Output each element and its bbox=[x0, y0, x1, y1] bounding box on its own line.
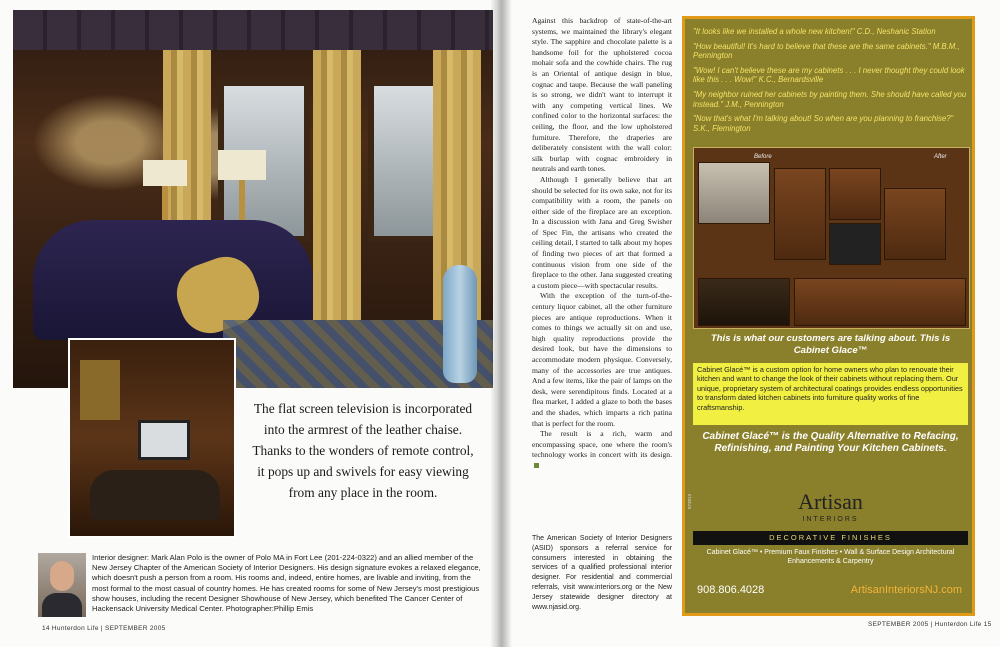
phone-number: 908.806.4028 bbox=[697, 584, 765, 596]
asid-note: The American Society of Interior Designers (ASID) sponsors a referral service for consumers interested in obtaining the services of a qualified professional interior designer. For residential and commercial referrals, visit www.interiors.org or the New Jersey statewide designer directory at www.njasid.org. bbox=[532, 535, 672, 611]
ad-headline: This is what our customers are talking about. This is Cabinet Glace™ bbox=[710, 333, 951, 356]
lower-cabinets bbox=[794, 278, 966, 326]
cabinet bbox=[829, 168, 881, 220]
lamp-shade bbox=[218, 150, 266, 180]
testimonial: "Now that's what I'm talking about! So when are you planning to franchise?" S.K., Flemington bbox=[693, 114, 954, 133]
lamp-shade bbox=[143, 160, 187, 186]
cabinet bbox=[884, 188, 946, 260]
artisan-logo-sub: INTERIORS bbox=[802, 516, 859, 523]
artisan-logo: Artisan bbox=[798, 489, 863, 514]
designer-credit bbox=[38, 553, 486, 617]
ad-code: 073813 bbox=[687, 493, 692, 509]
before-label: Before bbox=[754, 154, 772, 160]
artisan-advertisement bbox=[682, 16, 975, 616]
decorative-finishes-band: DECORATIVE FINISHES bbox=[693, 531, 968, 545]
paragraph: Although I generally believe that art should be selected for its own sake, not for its compatibility with a room, the panels on either side of the fireplace are an exception. In a discussion with Jana and Greg Swisher of Spec Fin, the artisans who created the ceiling detail, I started to talk about my hopes of finding two pieces of art that formed a continuous vision from one side of the fireplace to the other. Jana suggested creating a custom piece—with spectacular results. bbox=[532, 174, 672, 290]
oven bbox=[829, 223, 881, 265]
tv-chaise-photo bbox=[68, 338, 236, 538]
library-photo bbox=[13, 10, 493, 388]
curtain bbox=[313, 50, 361, 320]
testimonial: "My neighbor ruined her cabinets by painting them. She should have called you instead." J.M., Pennington bbox=[693, 89, 967, 109]
ad-tagline: Cabinet Glacé™ is the Quality Alternative to Refacing, Refinishing, and Painting Your Kitchen Cabinets. bbox=[702, 431, 959, 455]
designer-headshot bbox=[38, 553, 86, 617]
photo-caption: The flat screen television is incorporated into the armrest of the leather chaise. Thanks to the wonders of remote control, it pops up and swivels for easy viewing from any place in the room. bbox=[252, 401, 474, 500]
testimonial: "How beautiful! It's hard to believe that these are the same cabinets." M.B.M., Pennington bbox=[693, 41, 960, 61]
testimonial: "Wow! I can't believe these are my cabinets . . . I never thought they could look like this . . . Wow!" K.C., Bernardsville bbox=[693, 65, 965, 85]
spine-gutter bbox=[490, 0, 512, 647]
testimonial: "It looks like we installed a whole new kitchen!" C.D., Neshanic Station bbox=[693, 27, 936, 36]
article-body bbox=[532, 16, 672, 472]
right-page bbox=[502, 0, 1000, 647]
kitchen-photo bbox=[693, 147, 970, 329]
after-label: After bbox=[934, 154, 947, 160]
lower-cabinets bbox=[698, 278, 790, 326]
television bbox=[138, 420, 190, 460]
services-list: Cabinet Glacé™ • Premium Faux Finishes • Wall & Surface Design Architectural Enhancements & Carpentry bbox=[706, 549, 955, 565]
folio-left: 14 Hunterdon Life | SEPTEMBER 2005 bbox=[42, 625, 166, 632]
folio-right: SEPTEMBER 2005 | Hunterdon Life 15 bbox=[868, 621, 992, 628]
leather-chaise bbox=[90, 470, 220, 520]
end-mark bbox=[534, 463, 539, 468]
art-panel bbox=[80, 360, 120, 420]
cabinet bbox=[774, 168, 826, 260]
paragraph: Against this backdrop of state-of-the-art systems, we maintained the library's elegant style. The sapphire and chocolate palette is a handsome foil for the upholstered cocoa mohair sofa and the cowhide chairs. The rug is an Oriental of antique design in blue, cognac and taupe. Because the wall paneling is so strong, we didn't want to interrupt it with any competing vertical lines. We confined color to the horizontal surfaces: the ceiling, the floor, and the low upholstered furniture. Therefore, the draperies are deliberately consistent with the wall color: silk burlap with cognac embroidery in neutrals and earth tones. bbox=[532, 16, 672, 174]
paragraph: With the exception of the turn-of-the-century liquor cabinet, all the other furniture pieces are antique reproductions. When it comes to things we actually sit on and use, high quality reproductions provide the desired look, but have the dimensions to accommodate modern physique. Conversely, many of the accessories are true antiques. And a few items, like the pair of lamps on the desk, were serendipitous finds. Located at a flea market, I added a glaze to both the bases and the shades, which imparts a rich patina that is perfect for the room. bbox=[532, 291, 672, 428]
ceiling-detail bbox=[13, 10, 493, 50]
before-cabinets bbox=[698, 162, 770, 224]
testimonials bbox=[693, 27, 968, 138]
blue-vase bbox=[443, 265, 477, 383]
website-link[interactable]: ArtisanInteriorsNJ.com bbox=[850, 584, 962, 596]
left-page bbox=[0, 0, 498, 647]
designer-bio: Interior designer: Mark Alan Polo is the owner of Polo MA in Fort Lee (201-224-0322) and an allied member of the New Jersey Chapter of the American Society of Interior Designers. His design signature evokes a relaxed elegance, which doesn't push a person from a room. His rooms and, indeed, entire homes, are livable and inviting, from the most formal to the most casual of country homes. He has created rooms for some of New Jersey's most prestigious show houses, including the recent Designer Showhouse of New Jersey, which benefited The Cancer Center of Hackensack University Medical Center. Photographer:Phillip Emis bbox=[92, 553, 481, 614]
ad-description: Cabinet Glacé™ is a custom option for home owners who plan to renovate their kitchen and want to change the look of their cabinets without replacing them. Our unique, proprietary system of architectural coatings provides endless opportunities to transform dated kitchen cabinets into furniture quality works of fine craftsmanship. bbox=[693, 363, 968, 425]
paragraph: The result is a rich, warm and encompassing space, one where the room's technology works in concert with its design. bbox=[532, 429, 672, 471]
